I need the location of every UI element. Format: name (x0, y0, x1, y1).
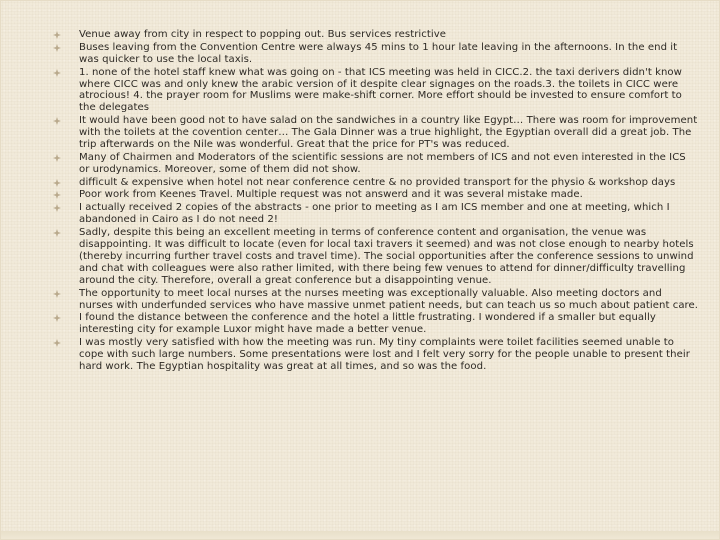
four-point-star-icon (53, 229, 61, 237)
list-item (53, 67, 699, 115)
list-item-text: The opportunity to meet local nurses at the nurses meeting was exceptionally valuable. Also meeting doctors and nurses with underfunded services who have massive unmet patient needs, but can teach us so much about patient care. (79, 287, 699, 311)
slide-bottom-edge (1, 531, 719, 539)
list-item-text: I actually received 2 copies of the abstracts - one prior to meeting as I am ICS member and one at meeting, which I abandoned in Cairo as I do not need 2! (79, 202, 670, 226)
four-point-star-icon (53, 339, 61, 347)
list-item (53, 29, 699, 41)
bullet-list (53, 29, 699, 374)
four-point-star-icon (53, 179, 61, 187)
four-point-star-icon (53, 204, 61, 212)
list-item (53, 152, 699, 176)
list-item-text: Venue away from city in respect to popping out. Bus services restrictive (79, 29, 447, 40)
four-point-star-icon (53, 44, 61, 52)
four-point-star-icon (53, 191, 61, 199)
list-item-text: difficult & expensive when hotel not near conference centre & no provided transport for the physio & workshop days (79, 176, 676, 188)
list-item-text: Sadly, despite this being an excellent meeting in terms of conference content and organisation, the venue was disappointing. It was difficult to locate (even for local taxi travers it seemed) and was not close enough to nearby hotels (thereby incurring further travel costs and travel time). The social opportunities after the conference sessions to unwind and chat with colleagues were also rather limited, with there being few venues to attend for dinner/difficulty travelling around the city. Therefore, overall a great conference but a disappointing venue. (79, 227, 694, 286)
four-point-star-icon (53, 69, 61, 77)
list-item (53, 202, 699, 226)
list-item-text: Buses leaving from the Convention Centre were always 45 mins to 1 hour late leaving in the afternoons. In the end it was quicker to use the local taxis. (79, 41, 678, 65)
list-item (53, 42, 699, 66)
list-item-text: Poor work from Keenes Travel. Multiple request was not answerd and it was several mistake made. (79, 189, 583, 201)
four-point-star-icon (53, 154, 61, 162)
list-item-text: It would have been good not to have salad on the sandwiches in a country like Egypt… There was room for improvement with the toilets at the covention center… The Gala Dinner was a true highlight, the Egyptian overall did a great job. The trip afterwards on the Nile was wonderful. Great that the price for PT's was reduced. (79, 115, 698, 151)
four-point-star-icon (53, 314, 61, 322)
list-item (53, 337, 699, 373)
list-item (53, 227, 699, 287)
list-item (53, 312, 699, 336)
list-item-text: I was mostly very satisfied with how the meeting was run. My tiny complaints were toilet facilities seemed unable to cope with such large numbers. Some presentations were lost and I felt very sorry for the people unable to present their hard work. The Egyptian hospitality was great at all times, and so was the food. (79, 337, 690, 373)
list-item-text: Many of Chairmen and Moderators of the scientific sessions are not members of ICS and not even interested in the ICS or urodynamics. Moreover, some of them did not show. (79, 151, 686, 175)
list-item (53, 288, 699, 312)
list-item (53, 115, 699, 151)
list-item (53, 177, 699, 189)
list-item (53, 189, 699, 201)
four-point-star-icon (53, 31, 61, 39)
list-item-text: I found the distance between the conference and the hotel a little frustrating. I wondered if a smaller but equally interesting city for example Luxor might have made a better venue. (79, 312, 656, 336)
four-point-star-icon (53, 117, 61, 125)
list-item-text: 1. none of the hotel staff knew what was going on - that ICS meeting was held in CICC.2. the taxi derivers didn't know where CICC was and only knew the arabic version of it despite clear signages on the roads.3. the toilets in CICC were atrocious! 4. the prayer room for Muslims were make-shift corner. More effort should be invested to ensure comfort to the delegates (79, 66, 682, 114)
four-point-star-icon (53, 290, 61, 298)
